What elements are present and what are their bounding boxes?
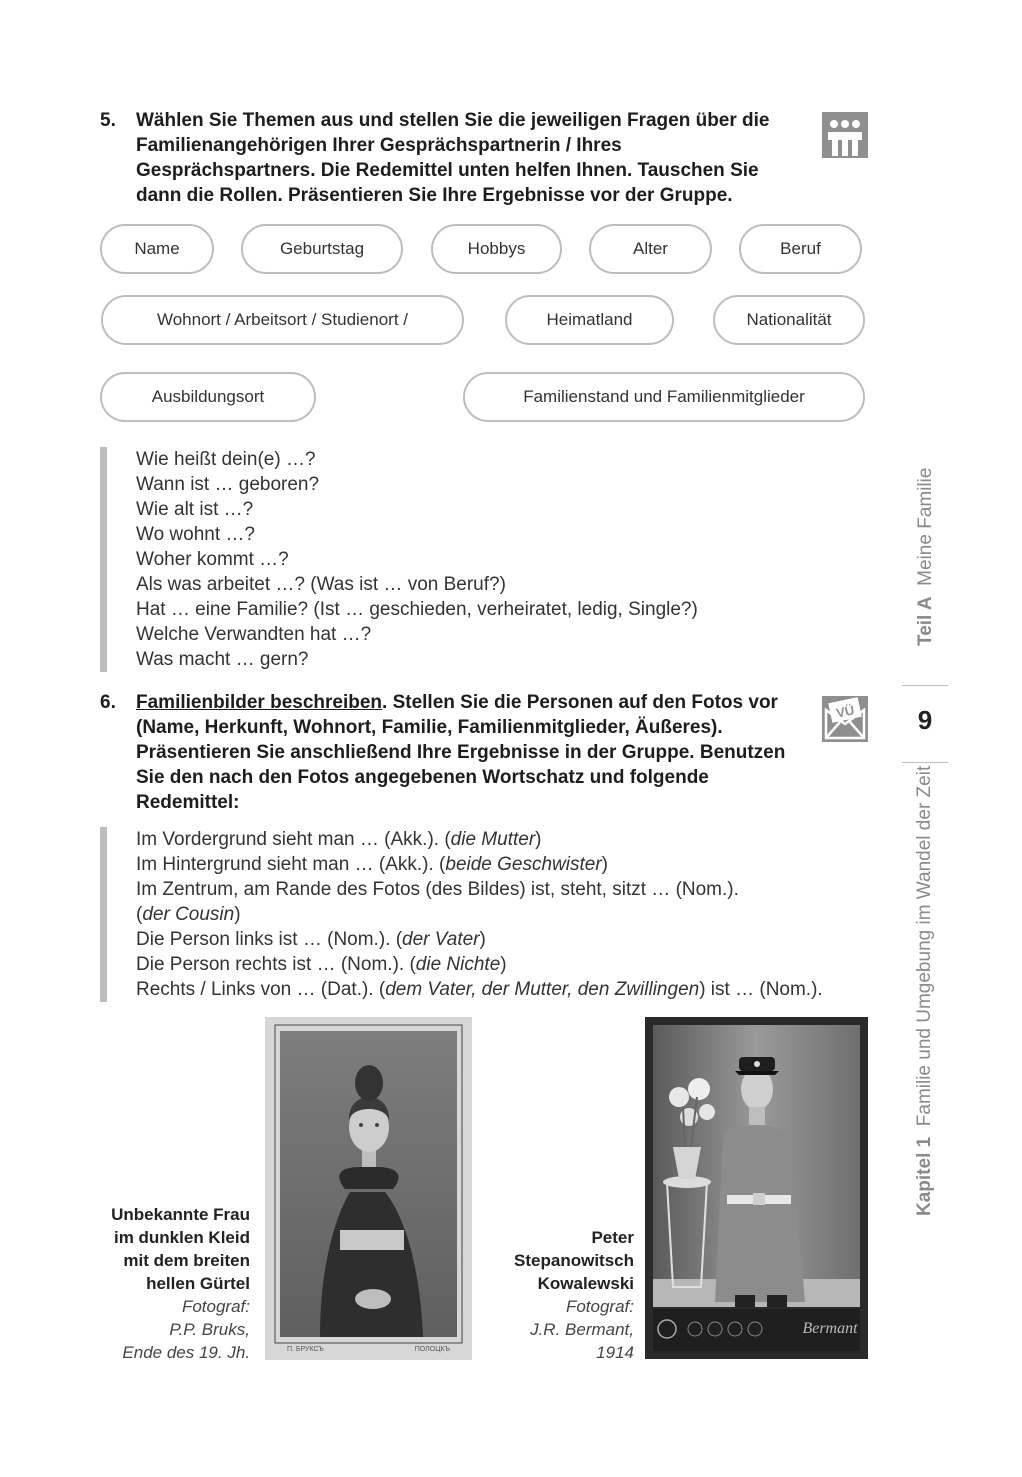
sidebar-chapter-title: Familie und Umgebung im Wandel der Zeit xyxy=(914,765,935,1127)
sidebar-divider xyxy=(902,685,948,686)
sidebar-part xyxy=(915,467,937,646)
topic-nationality: Nationalität xyxy=(713,295,865,345)
phrase: Im Zentrum, am Rande des Fotos (des Bildes) ist, steht, sitzt … (Nom.). xyxy=(136,879,739,900)
page-number: 9 xyxy=(917,705,933,735)
task-number: 6. xyxy=(100,692,116,713)
stamp-right: ПОЛОЦКЪ xyxy=(414,1346,450,1353)
question: Wann ist … geboren? xyxy=(136,474,320,495)
question: Hat … eine Familie? (Ist … geschieden, verheiratet, ledig, Single?) xyxy=(136,599,698,620)
group-work-icon xyxy=(822,112,868,158)
sidebar-part-label: Teil A xyxy=(915,596,936,646)
phrase: Die Person links ist … (Nom.). (der Vater) xyxy=(136,929,486,950)
photo-peter-kowalewski xyxy=(645,1017,868,1359)
question: Wie heißt dein(e) …? xyxy=(136,449,316,470)
phrase: Im Vordergrund sieht man … (Akk.). (die Mutter) xyxy=(136,829,542,850)
stamp-left: П. БРУКСЪ xyxy=(287,1346,324,1353)
task-5 xyxy=(100,108,800,208)
topic-training-place: Ausbildungsort xyxy=(100,372,316,422)
sidebar-part-title: Meine Familie xyxy=(915,467,936,586)
task-topic: Familienbilder beschreiben xyxy=(136,692,383,713)
task-6 xyxy=(100,690,800,815)
sidebar-chapter-label: Kapitel 1 xyxy=(914,1136,935,1216)
phrase: Rechts / Links von … (Dat.). (dem Vater, der Mutter, den Zwillingen) ist … (Nom.). xyxy=(136,979,823,1000)
sidebar-divider xyxy=(902,762,948,763)
photo1-caption: Unbekannte Frau im dunklen Kleid mit dem breiten hellen Gürtel Fotograf: P.P. Bruks, Ende des 19. Jh. xyxy=(111,1205,250,1362)
task-instruction: Wählen Sie Themen aus und stellen Sie die jeweiligen Fragen über die Familienangehörigen Ihrer Gesprächspartnerin / Ihres Gesprächspartners. Die Redemittel unten helfen Ihnen. Tauschen Sie dann die Rollen. Präsentieren Sie Ihre Ergebnisse vor der Gruppe. xyxy=(136,110,770,206)
phrase: (der Cousin) xyxy=(136,904,241,925)
question: Woher kommt …? xyxy=(136,549,289,570)
sidebar-chapter xyxy=(914,765,936,1216)
topic-age: Alter xyxy=(589,224,712,274)
vue-label: VÜ xyxy=(834,702,856,721)
photo-unknown-woman xyxy=(265,1017,472,1360)
question: Wo wohnt …? xyxy=(136,524,255,545)
task-instruction: Familienbilder beschreiben. Stellen Sie die Personen auf den Fotos vor (Name, Herkunft, Wohnort, Familie, Familienmitglieder, Äußeres). Präsentieren Sie anschließend Ihre Ergebnisse in der Gruppe. Benutzen Sie den nach den Fotos angegebenen Wortschatz und folgende Redemittel: xyxy=(136,692,786,813)
topic-homeland: Heimatland xyxy=(505,295,674,345)
photo2-caption: Peter Stepanowitsch Kowalewski Fotograf: J.R. Bermant, 1914 xyxy=(514,1228,634,1362)
question: Welche Verwandten hat …? xyxy=(136,624,372,645)
topic-job: Beruf xyxy=(739,224,862,274)
topic-name: Name xyxy=(100,224,214,274)
topic-birthday: Geburtstag xyxy=(241,224,403,274)
topic-family-status: Familienstand und Familienmitglieder xyxy=(463,372,865,422)
phrase: Im Hintergrund sieht man … (Akk.). (beide Geschwister) xyxy=(136,854,608,875)
vue-envelope-icon xyxy=(822,696,868,742)
topic-residence: Wohnort / Arbeitsort / Studienort / xyxy=(101,295,464,345)
question-list xyxy=(100,447,867,672)
question: Als was arbeitet …? (Was ist … von Beruf?) xyxy=(136,574,506,595)
phrase-list xyxy=(100,827,867,1002)
task-number: 5. xyxy=(100,110,116,131)
phrase: Die Person rechts ist … (Nom.). (die Nichte) xyxy=(136,954,507,975)
topic-hobbies: Hobbys xyxy=(431,224,562,274)
question: Was macht … gern? xyxy=(136,649,309,670)
question: Wie alt ist …? xyxy=(136,499,254,520)
stamp-signature: Bermant xyxy=(802,1320,858,1337)
